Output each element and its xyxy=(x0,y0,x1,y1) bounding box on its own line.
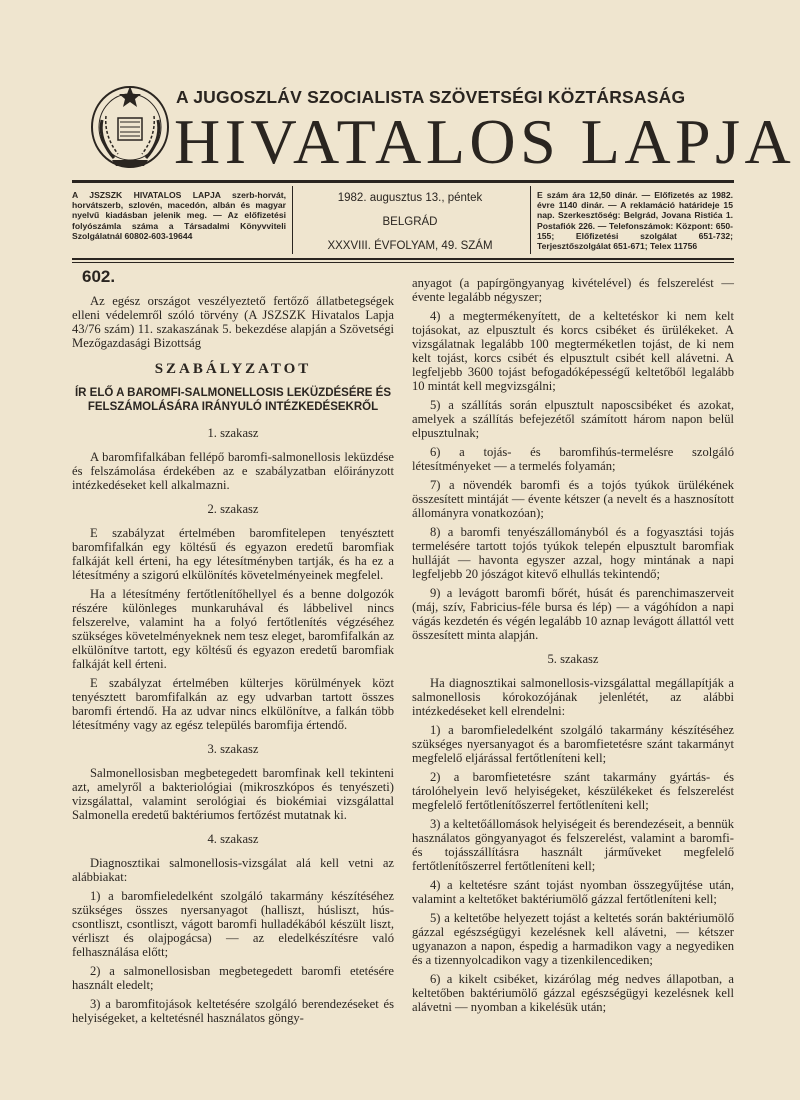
coat-of-arms-emblem xyxy=(88,80,172,170)
list-item: 8) a baromfi tenyészállományból és a fogyasztási tojás termelésére tartott tojós tyúkok telepén elpusztult baromfiak hulláját — havonta egyszer azzal, hogy mintának a napi legfeljebb 20 jószágot kitevő elhullás tekintendő; xyxy=(412,525,734,581)
paragraph: A baromfifalkában fellépő baromfi-salmonellosis leküzdése és felszámolása érdekében az e szabályzatban előirányzott intézkedéseket kell alkalmazni. xyxy=(72,450,394,492)
issue-city: BELGRÁD xyxy=(382,216,438,228)
section-heading: 4. szakasz xyxy=(207,832,259,846)
paragraph: Ha diagnosztikai salmonellosis-vizsgálattal megállapítják a salmonellosis kórokozójának jelenlétét, az alábbi intézkedéseket kell elrendelni: xyxy=(412,676,734,718)
list-item: 7) a növendék baromfi és a tojós tyúkok ürülékének összesített mintáját — évente kétszer (a nevelt és a hasznosított állományra vonatkozóan); xyxy=(412,478,734,520)
republic-name: A JUGOSZLÁV SZOCIALISTA SZÖVETSÉGI KÖZTÁRSASÁG xyxy=(176,87,686,107)
list-item: 2) a baromfietetésre szánt takarmány gyártás- és tárolóhelyein levő helyiségeket, készülékeket és felszerelést megfelelő fertőtlenítőszerrel fertőtleníteni kell; xyxy=(412,770,734,812)
header-divider-left xyxy=(292,186,293,254)
list-item: 4) a megtermékenyített, de a keltetéskor ki nem kelt tojásokat, az elpusztult és korcs csibéket és ürülékeket. A vizsgálatnak legalább 100 megterméketlen tojást, de ki nem kelt tojást, korcs csibét és elpusztult csibét kell alávetni. A legfeljebb 3600 tojást befogadóképességű keltetőből legalább 10 mintát kell megvizsgálni; xyxy=(412,309,734,393)
right-column xyxy=(412,276,734,1019)
regulation-title: SZABÁLYZATOT xyxy=(154,361,312,377)
header-top-rule xyxy=(72,180,734,183)
regulation-subtitle: ÍR ELŐ A BAROMFI-SALMONELLOSIS LEKÜZDÉSÉRE ÉS FELSZÁMOLÁSÁRA IRÁNYULÓ INTÉZKEDÉSEKRŐL xyxy=(74,387,392,413)
issue-info xyxy=(300,192,520,264)
list-item: 4) a keltetésre szánt tojást nyomban összegyűjtése után, valamint a keltetőket baktériumölő gázzal fertőtleníteni kell; xyxy=(412,878,734,906)
list-item: 2) a salmonellosisban megbetegedett baromfi etetésére használt eledelt; xyxy=(72,964,394,992)
price-contact-info: E szám ára 12,50 dinár. — Előfizetés az 1982. évre 1140 dinár. — A reklamáció határideje 15 nap. Szerkesztőség: Belgrád, Jovana Ristića 1. Postafiók 226. — Telefonszámok: Központ: 650-155; Előfizetési szolgálat 651-732; Terjesztőszolgálat 651-671; Telex 11756 xyxy=(537,190,733,252)
list-item: 9) a levágott baromfi bőrét, húsát és parenchimaszerveit (máj, szív, Fabricius-féle bursa és lép) — a vágóhídon a napi vágás kezdetén és végén legalább 10 aznap levágott állattól vett összesített minta alapján. xyxy=(412,586,734,642)
issue-volume: XXXVIII. ÉVFOLYAM, 49. SZÁM xyxy=(327,240,493,252)
masthead-title: HIVATALOS LAPJA xyxy=(174,106,796,177)
issue-date: 1982. augusztus 13., péntek xyxy=(337,192,483,204)
list-item: 5) a keltetőbe helyezett tojást a keltetés során baktériumölő gázzal egészségügyi kezelésnek kell alávetni, — kétszer ugyanazon a napon, éspedig a harmadikon vagy a negyediken és a tizennyolcadikon vagy a tizenkilencediken; xyxy=(412,911,734,967)
document-number: 602. xyxy=(82,267,116,286)
subscription-info: A JSZSZK HIVATALOS LAPJA szerb-horvát, horvátszerb, szlovén, macedón, albán és magyar nyelvű kiadásban jelenik meg. — Az előfizetési folyószámla száma a Társadalmi Könyvviteli Szolgálatnál 60802-603-19644 xyxy=(72,190,286,241)
section-heading: 5. szakasz xyxy=(547,652,599,666)
paragraph: Salmonellosisban megbetegedett baromfinak kell tekinteni azt, amelyről a bakteriológiai (mikroszkópos és tenyészeti) vizsgálattal, valamint serológiai és biokémiai vizsgálattal Salmonella eredetű baktériumos fertőzést mutatnak ki. xyxy=(72,766,394,822)
intro-paragraph: Az egész országot veszélyeztető fertőző állatbetegségek elleni védelemről szóló törvény (A JSZSZK Hivatalos Lapja 43/76 szám) 11. szakaszának 5. bekezdése alapján a Szövetségi Mezőgazdasági Bizottság xyxy=(72,294,394,350)
paragraph: E szabályzat értelmében külterjes körülmények közt tenyésztett baromfifalkán az egy udvarban tartott összes baromfi értendő. Ha az udvar nincs elkülönítve, a falkán több létesítmény vagy az egész település baromfija értendő. xyxy=(72,676,394,732)
list-item: 6) a kikelt csibéket, kizárólag még nedves állapotban, a keltetőben baktériumölő gázzal egészségügyi kezelésnek kell alávetni — nyomban a kikelésük után; xyxy=(412,972,734,1014)
header-divider-right xyxy=(530,186,531,254)
paragraph: E szabályzat értelmében baromfitelepen tenyésztett baromfifalkán egy költésű és egyazon eredetű baromfiak falkáját kell érteni, ha egy létesítményben tartják, és ha ez a létesítmény a szigorú elkülönítés követelményeinek megfelel. xyxy=(72,526,394,582)
left-column xyxy=(72,267,394,1030)
list-item: 3) a baromfitojások keltetésére szolgáló berendezéseket és helyiségeket, a keltetésnél használatos göngy- xyxy=(72,997,394,1025)
list-item: 5) a szállítás során elpusztult naposcsibéket és azokat, amelyek a szállítás befejezétől számított három napon belül elpusztulnak; xyxy=(412,398,734,440)
list-item: 6) a tojás- és baromfihús-termelésre szolgáló létesítményeket — a termelés folyamán; xyxy=(412,445,734,473)
list-item-continued: anyagot (a papírgöngyanyag kivételével) és felszerelést — évente legalább négyszer; xyxy=(412,276,734,304)
list-item: 3) a keltetőállomások helyiségeit és berendezéseit, a bennük használatos göngyanyagot és felszerelést, valamint a baromfi- és tojásszállításra használt járműveket megfelelő fertőtlenítőszerrel fertőtleníteni kell; xyxy=(412,817,734,873)
section-heading: 2. szakasz xyxy=(207,502,259,516)
list-item: 1) a baromfieledelként szolgáló takarmány készítéséhez szükséges összes nyersanyagot (halliszt, húsliszt, hús-csontliszt, csontliszt, vágott baromfi hulladékából készült liszt, vérliszt és olajpogácsa) — az eledelkészítésre való felhasználása előtt; xyxy=(72,889,394,959)
section-heading: 3. szakasz xyxy=(207,742,259,756)
paragraph: Diagnosztikai salmonellosis-vizsgálat alá kell vetni az alábbiakat: xyxy=(72,856,394,884)
list-item: 1) a baromfieledelként szolgáló takarmány készítéséhez szükséges nyersanyagot és a baromfietetésre szánt takarmányt megfelelő eljárással fertőtleníteni kell; xyxy=(412,723,734,765)
paragraph: Ha a létesítmény fertőtlenítőhellyel és a benne dolgozók részére különleges munkaruhával és lábbelivel nincs felszerelve, valamint ha a folyó fertőtlenítés végzéséhez szükséges követelményeknek nem tesz eleget, baromfifalkán az elkülönítve tartott, egy költésű és egyazon eredetű baromfiak falkáját kell érteni. xyxy=(72,587,394,671)
section-heading: 1. szakasz xyxy=(207,426,259,440)
